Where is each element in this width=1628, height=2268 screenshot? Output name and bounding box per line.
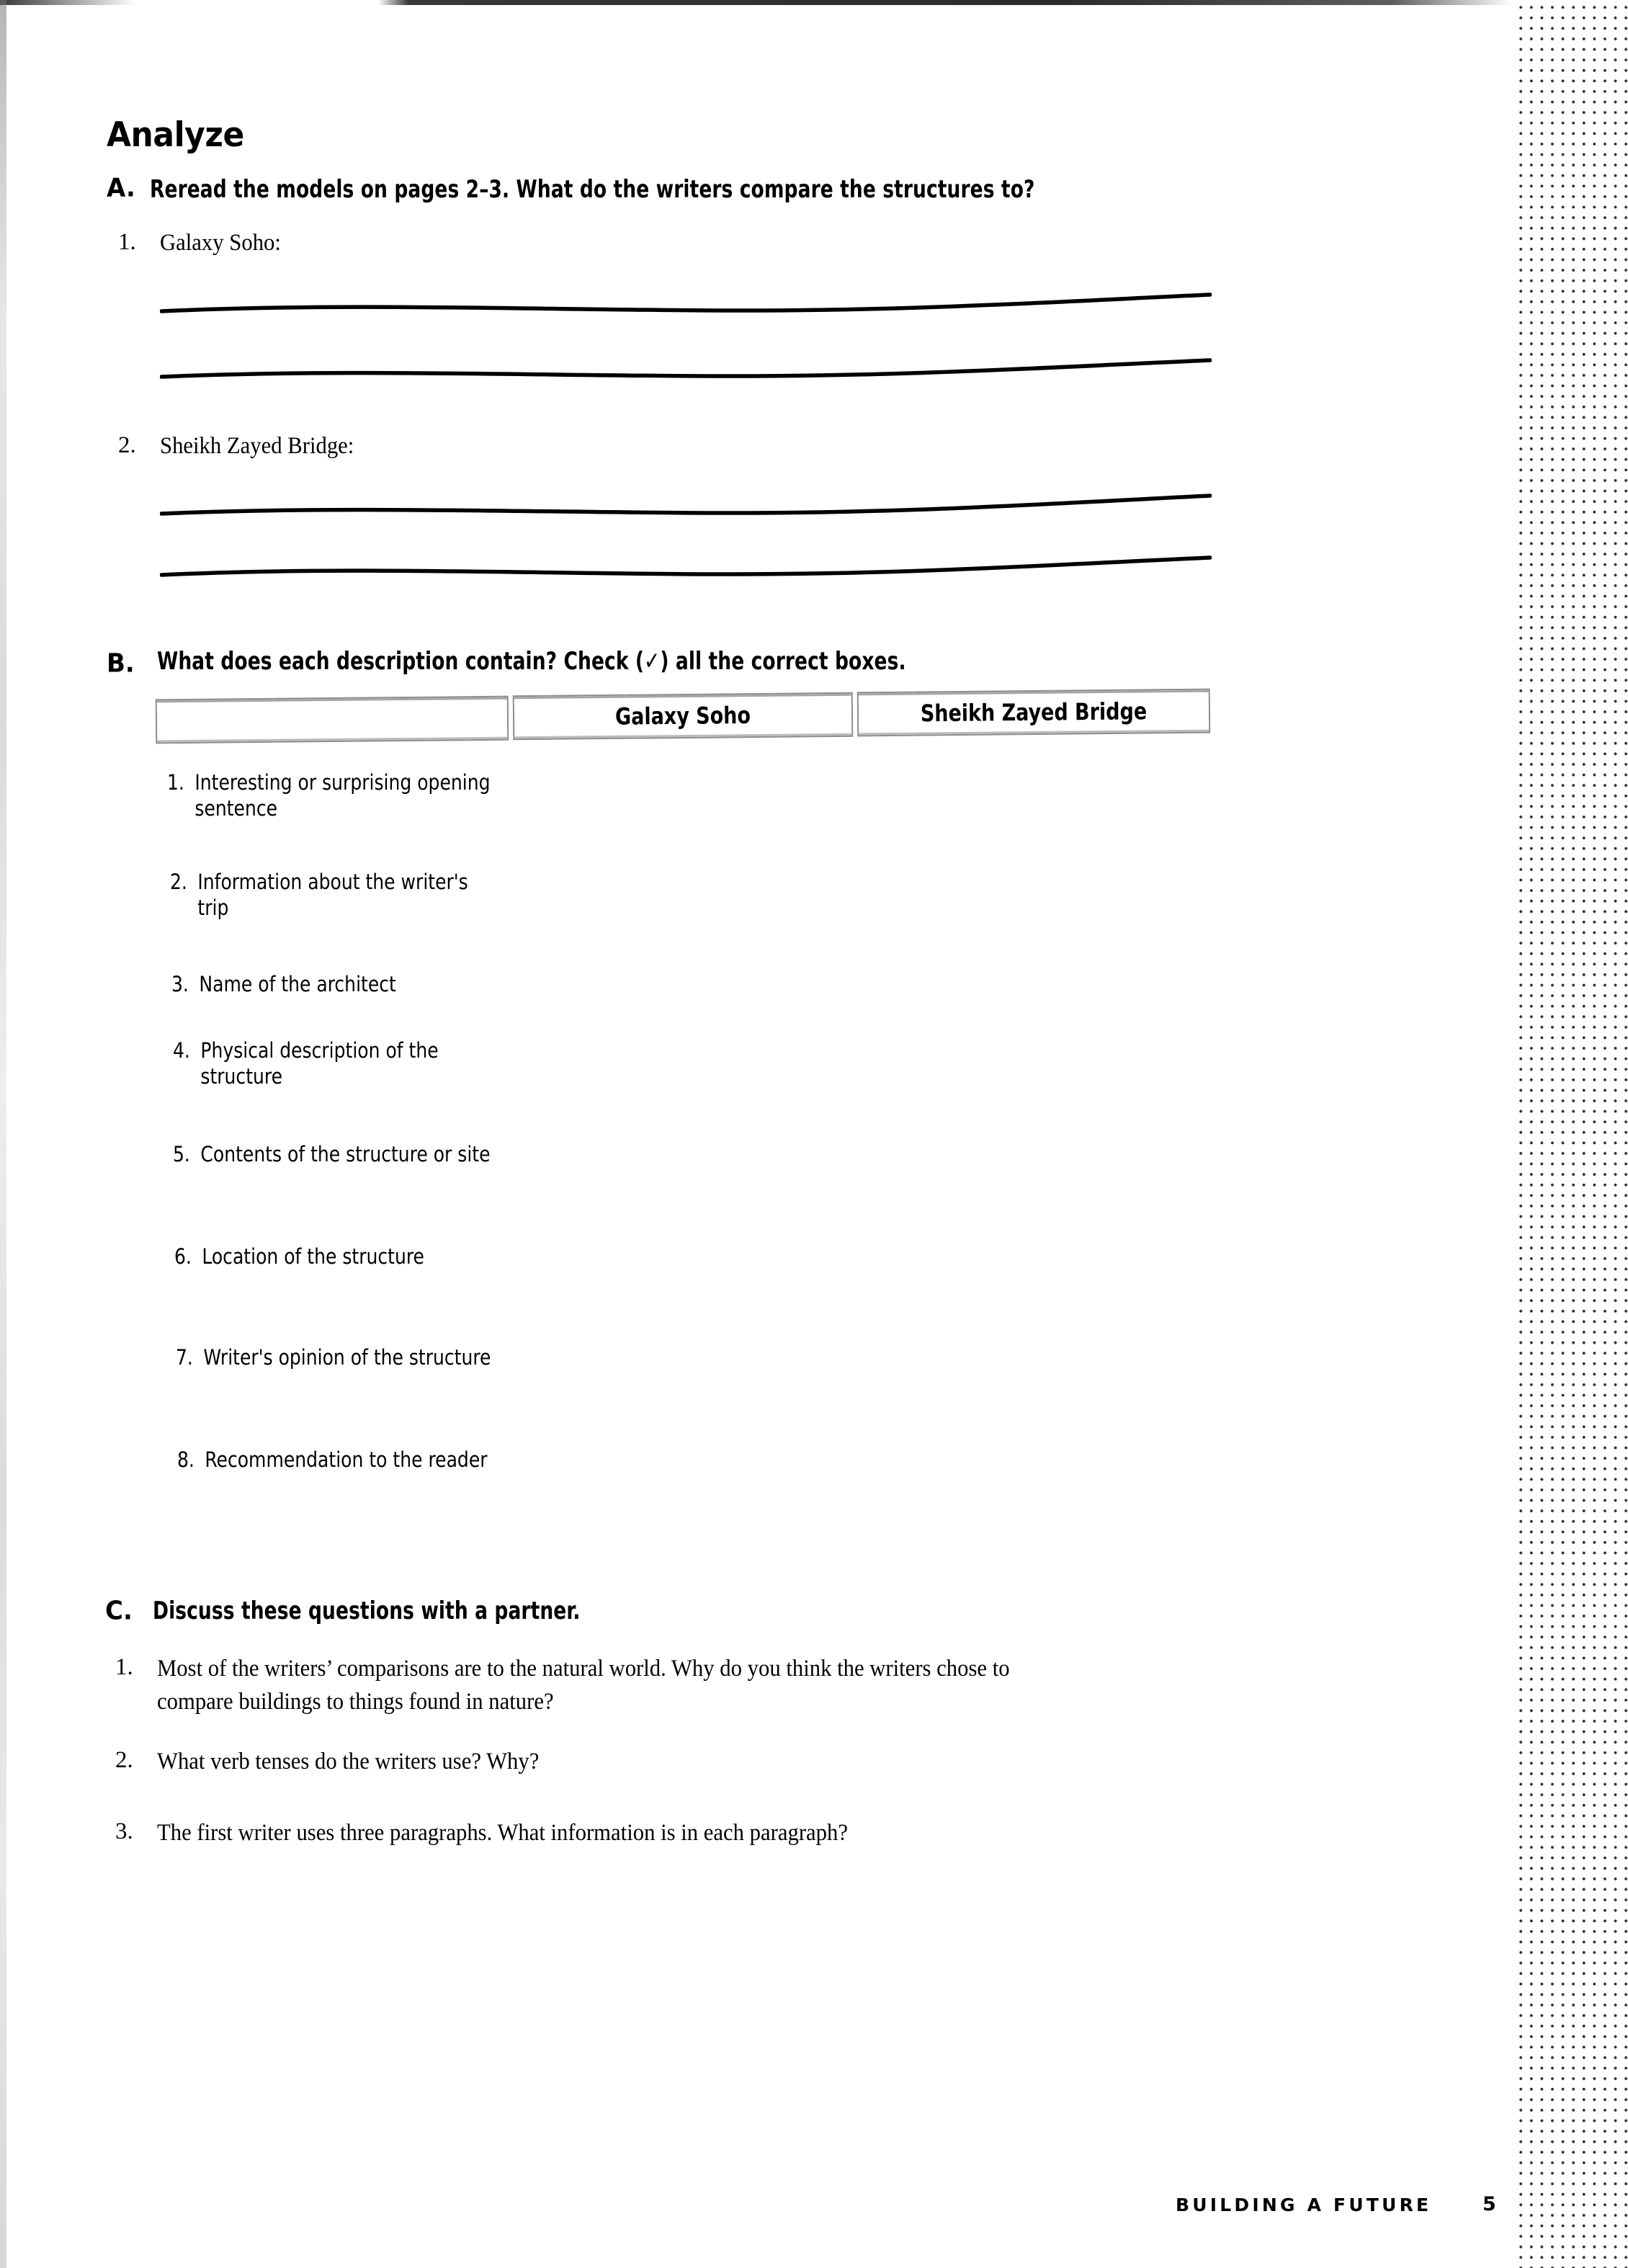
section-c-instruction: Discuss these questions with a partner. xyxy=(153,1597,581,1625)
footer-unit-title: BUILDING A FUTURE xyxy=(1176,2195,1432,2215)
section-b-letter: B. xyxy=(107,648,135,679)
section-c-question-2-number: 2. xyxy=(115,1747,133,1773)
table-row-label: Physical description of the structure xyxy=(200,1038,439,1089)
answer-line-a2-1[interactable] xyxy=(160,490,1212,519)
table-row-label: Contents of the structure or site xyxy=(200,1142,491,1166)
table-row-number: 5. xyxy=(173,1142,190,1166)
section-c-question-3-text: The first writer uses three paragraphs. What information is in each paragraph? xyxy=(157,1820,848,1846)
table-header-label-sheikh-zayed-bridge: Sheikh Zayed Bridge xyxy=(920,697,1148,728)
section-c-question-1-text: Most of the writers’ comparisons are to the natural world. Why do you think the writers chose to compare buildings to things found in nature? xyxy=(157,1656,1010,1715)
table-row[interactable] xyxy=(167,769,492,821)
table-row[interactable] xyxy=(171,971,496,997)
section-b-instruction: What does each description contain? Check (✓) all the correct boxes. xyxy=(157,647,906,676)
table-row-number: 3. xyxy=(171,972,189,996)
table-row[interactable] xyxy=(170,869,495,921)
scan-artifact-top-edge xyxy=(0,0,1513,5)
answer-line-a1-2[interactable] xyxy=(160,353,1212,382)
table-row-label: Recommendation to the reader xyxy=(205,1447,488,1472)
table-row-label: Interesting or surprising opening sentence xyxy=(194,770,491,821)
table-row[interactable] xyxy=(174,1244,499,1269)
table-row-number: 6. xyxy=(174,1244,192,1269)
section-c-question-2-text: What verb tenses do the writers use? Why? xyxy=(157,1749,540,1774)
table-row-label: Location of the structure xyxy=(202,1244,424,1269)
dot-grid-margin-pattern xyxy=(1517,0,1628,2268)
scan-artifact-left-edge xyxy=(0,0,6,2268)
table-header-cell-sheikh-zayed-bridge xyxy=(857,689,1211,737)
table-header-label-galaxy-soho: Galaxy Soho xyxy=(614,702,751,731)
table-row-label: Name of the architect xyxy=(199,972,396,996)
table-row[interactable] xyxy=(177,1447,502,1473)
section-a-instruction: Reread the models on pages 2–3. What do the writers compare the structures to? xyxy=(150,175,1035,204)
answer-line-a2-2[interactable] xyxy=(160,551,1212,580)
table-row-number: 7. xyxy=(176,1345,193,1370)
table-row[interactable] xyxy=(176,1344,501,1370)
section-a-letter: A. xyxy=(107,173,135,203)
table-row-number: 8. xyxy=(177,1447,194,1472)
table-row[interactable] xyxy=(173,1037,498,1089)
section-a-item-2-number: 2. xyxy=(118,432,136,458)
footer-page-number: 5 xyxy=(1482,2193,1496,2215)
section-c-letter: C. xyxy=(105,1596,133,1626)
table-header-cell-blank xyxy=(156,696,509,744)
answer-line-a1-1[interactable] xyxy=(160,288,1212,317)
section-c-question-1-number: 1. xyxy=(115,1654,133,1680)
table-row-number: 1. xyxy=(167,770,184,795)
section-a-item-1-label: Galaxy Soho: xyxy=(160,230,281,256)
table-row-label: Information about the writer's trip xyxy=(197,870,468,920)
table-row-number: 2. xyxy=(170,870,187,894)
table-row-number: 4. xyxy=(173,1038,190,1063)
table-row-label: Writer's opinion of the structure xyxy=(203,1345,491,1370)
table-header-cell-galaxy-soho xyxy=(513,692,854,741)
page-title: Analyze xyxy=(107,115,244,155)
section-c-question-3-number: 3. xyxy=(115,1818,133,1844)
section-a-item-1-number: 1. xyxy=(118,229,136,255)
section-a-item-2-label: Sheikh Zayed Bridge: xyxy=(160,433,354,459)
table-row[interactable] xyxy=(173,1141,498,1167)
